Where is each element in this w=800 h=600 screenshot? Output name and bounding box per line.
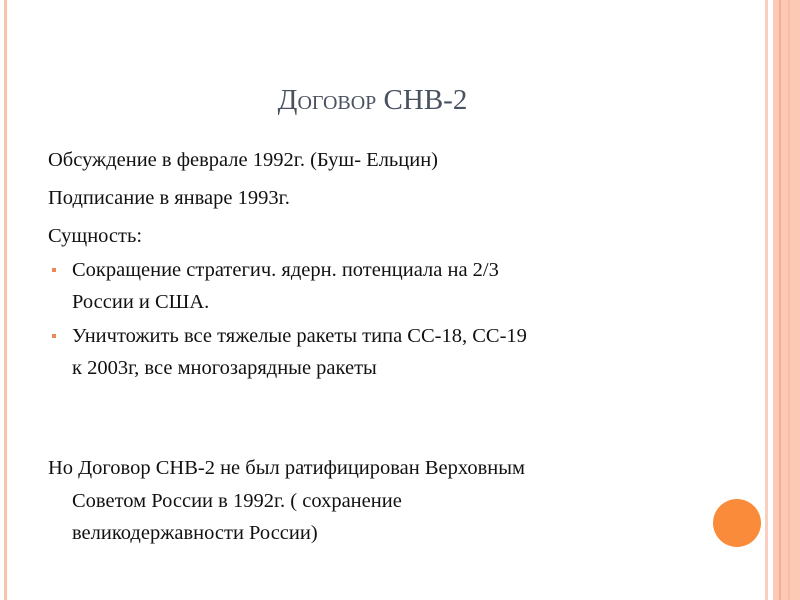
- conclusion-line-2: Советом России в 1992г. ( сохранение: [72, 490, 402, 512]
- bullet-marker: [52, 268, 56, 272]
- bullet-2-line-1: Уничтожить все тяжелые ракеты типа СС-18, СС-19: [72, 325, 527, 347]
- bullet-marker: [52, 334, 56, 338]
- right-border-line: [765, 0, 768, 600]
- paragraph-signing: Подписание в январе 1993г.: [48, 187, 290, 209]
- slide-title: Договор СНВ-2: [277, 84, 468, 116]
- bullet-1-line-2: России и США.: [72, 291, 210, 313]
- right-border-band: [773, 0, 800, 600]
- bullet-1-line-1: Сокращение стратегич. ядерн. потенциала на 2/3: [72, 259, 499, 281]
- orange-circle-decoration: [713, 499, 761, 547]
- conclusion-line-3: великодержавности России): [72, 522, 318, 544]
- paragraph-discussion: Обсуждение в феврале 1992г. (Буш- Ельцин): [48, 149, 439, 171]
- paragraph-essence: Сущность:: [48, 225, 143, 247]
- bullet-2-line-2: к 2003г, все многозарядные ракеты: [72, 357, 377, 379]
- conclusion-line-1: Но Договор СНВ-2 не был ратифицирован Верховным: [48, 457, 526, 479]
